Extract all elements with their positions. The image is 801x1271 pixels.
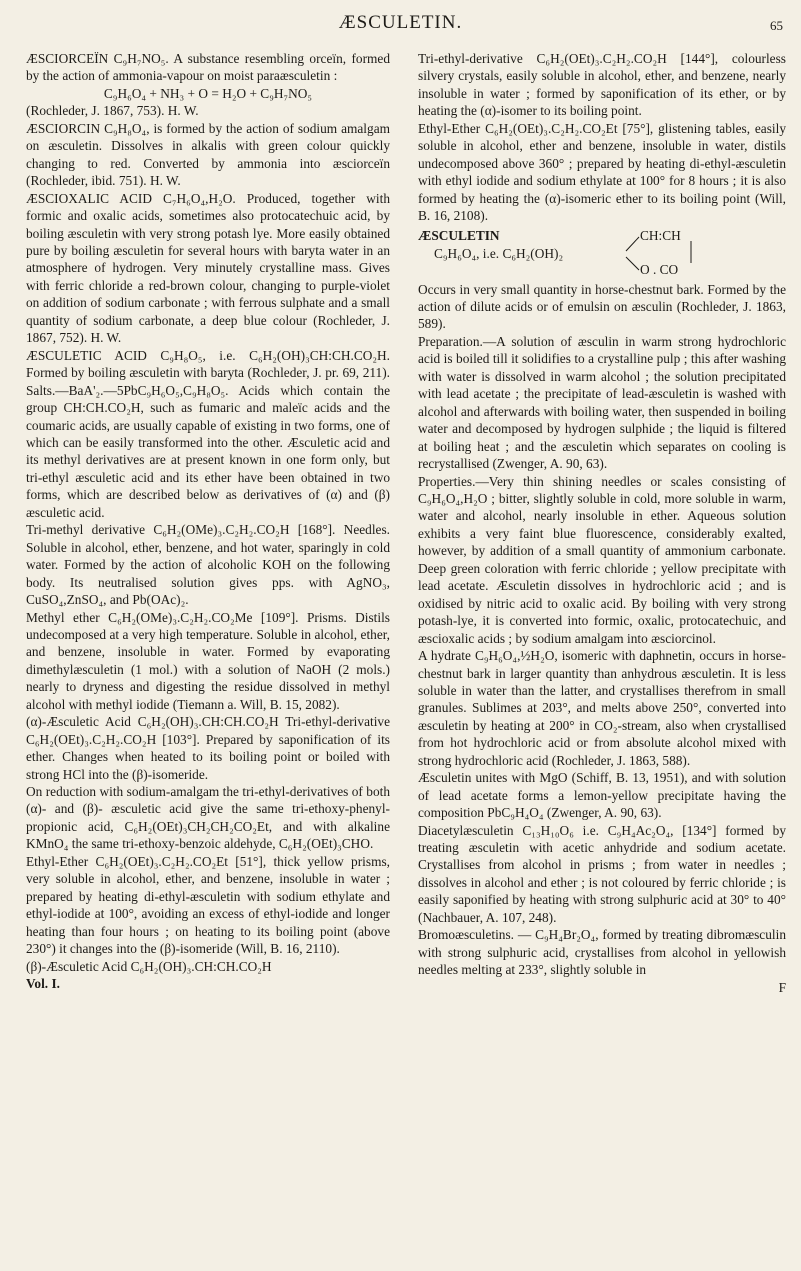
ethyl-ether: Ethyl-Ether C₆H₂(OEt)₃.C₂H₂.CO₂Et [51°], thick yellow prisms, very soluble in alcohol, ether, and benzene, insoluble in water ; prepared by heating di-ethyl-æsculetin with sodium ethylate and ethyl-iodide at 100°, avoiding an excess of ethyl-iodide and longer heating than four hours ; on heating to its boiling point (above 230°) it changes into the (β)-isomeride (Will, B. 16, 2110). bbox=[26, 853, 390, 957]
reduction-note: On reduction with sodium-amalgam the tri-ethyl-derivatives of both (α)- and (β)- æsculetic acid give the same tri-ethoxy-phenyl-propionic acid, C₆H₂(OEt)₃CH₂CH₂CO₂Et, and with alkaline KMnO₄ the same tri-ethoxy-benzoic aldehyde, C₆H₂(OEt)₃CHO. bbox=[26, 784, 390, 852]
structure-top-group: CH:CH bbox=[640, 227, 681, 243]
entry-aesciorcein: ÆSCIORCEÏN C₉H₇NO₅. A substance resembling orceïn, formed by the action of ammonia-vapour on moist paraæsculetin : bbox=[26, 51, 390, 84]
running-title: ÆSCULETIN. bbox=[338, 12, 463, 33]
entry-aesciorcin: ÆSCIORCIN C₉H₈O₄, is formed by the action of sodium amalgam on æsculetin. Dissolves in alkalis with green colour quickly changing to red. Converted by ammonia into æsciorceïn (Rochleder, ibid. 751). H. W. bbox=[26, 120, 390, 189]
equation: C₉H₆O₄ + NH₃ + O = H₂O + C₉H₇NO₅ bbox=[103, 85, 313, 101]
left-column bbox=[26, 50, 390, 1262]
structure-label: ÆSCULETIN bbox=[418, 227, 500, 243]
structure-formula: C₉H₆O₄, i.e. C₆H₂(OH)₂ bbox=[434, 245, 564, 261]
bromoaesculetins: Bromoæsculetins. — C₉H₄Br₂O₄, formed by treating dibromæsculin with strong sulphuric acid, crystallises from alcohol in yellowish needles melting at 233°, slightly soluble in bbox=[418, 927, 786, 978]
methyl-ether: Methyl ether C₆H₂(OMe)₃.C₂H₂.CO₂Me [109°]. Prisms. Distils undecomposed at a very high temperature. Soluble in alcohol, ether, and benzene, insoluble in water. Formed by evaporating dimethylæsculetin (1 mol.) with a solution of NaOH (2 mols.) nearly to dryness and digesting the residue dissolved in methyl alcohol with methyl iodide (Tiemann a. Will, B. 15, 2082). bbox=[26, 609, 390, 712]
signature-mark: F bbox=[778, 979, 786, 995]
alpha-aesculetic-acid: (α)-Æsculetic Acid C₆H₂(OH)₃.CH:CH.CO₂H Tri-ethyl-derivative C₆H₂(OEt)₃.C₂H₂.CO₂H [103°]. Prepared by saponification of its ether. Changes when heated to its boiling point or boiled with strong HCl into the (β)-isomeride. bbox=[26, 714, 390, 782]
beta-aesculetic-acid: (β)-Æsculetic Acid C₆H₂(OH)₃.CH:CH.CO₂H bbox=[26, 958, 272, 974]
diacetylaesculetin: Diacetylæsculetin C₁₃H₁₀O₆ i.e. C₉H₄Ac₂O₄, [134°] formed by treating æsculetin with acetic anhydride and sodium acetate. Crystallises from alcohol in prisms ; from water in needles ; dissolves in alcohol and ether ; is not coloured by ferric chloride ; is easily saponified by heating with strong sulphuric acid at 30° to 40° (Nachbauer, A. 107, 248). bbox=[418, 822, 786, 925]
page-number: 65 bbox=[770, 18, 783, 33]
hydrate: A hydrate C₉H₆O₄,½H₂O, isomeric with daphnetin, occurs in horse-chestnut bark in larger quantity than anhydrous æsculetin. It is less soluble in water than the latter, and crystallises therefrom in small granules. Sublimes at 203°, and melts above 250°, converted into æsculetin by heating at 200° in CO₂-stream, also when crystallised from hot hydrochloric acid or from absolute alcohol mixed with strong hydrochloric acid (Rochleder, J. 1863, 588). bbox=[418, 648, 786, 768]
structure-bonds bbox=[418, 227, 718, 279]
ethyl-ether-beta: Ethyl-Ether C₆H₂(OEt)₃.C₂H₂.CO₂Et [75°], glistening tables, easily soluble in alcohol, ether and benzene, insoluble in water, distils undecomposed above 360° ; prepared by heating di-ethyl-æsculetin with ethyl iodide and sodium ethylate at 100° for 8 hours ; it is also formed by heating the (α)-isomeric ether to its boiling point (Will, B. 16, 2108). bbox=[418, 120, 786, 224]
citation: (Rochleder, J. 1867, 753). H. W. bbox=[26, 103, 199, 119]
trimethyl-derivative: Tri-methyl derivative C₆H₂(OMe)₃.C₂H₂.CO₂H [168°]. Needles. Soluble in alcohol, ether, benzene, and hot water, sparingly in cold water. Formed by the action of alcoholic KOH on the following body. Its neutralised solution gives pps. with AgNO₃, CuSO₄,ZnSO₄, and Pb(OAc)₂. bbox=[26, 522, 390, 608]
structure-bottom-group: O . CO bbox=[640, 261, 679, 277]
volume-label: Vol. I. bbox=[26, 976, 60, 992]
magnesia-compound: Æsculetin unites with MgO (Schiff, B. 13, 1951), and with solution of lead acetate forms a lemon-yellow precipitate having the composition PbC₉H₄O₄ (Zwenger, A. 90, 63). bbox=[418, 770, 786, 821]
properties: Properties.—Very thin shining needles or scales consisting of C₉H₆O₄,H₂O ; bitter, slightly soluble in cold, more soluble in warm, water and alcohol, nearly insoluble in ether. Aqueous solution exhibits a very faint blue fluorescence, considerably exalted, however, by addition of a small quantity of ammonium carbonate. Deep green coloration with ferric chloride ; yellow precipitate with lead acetate. Æsculetin dissolves in hydrochloric acid ; and is oxidised by nitric acid to oxalic acid. By boiling with very strong potash-lye, it is converted into formic, oxalic, protocatechuic, and æscioxalic acids ; by sodium amalgam into æsciorcinol. bbox=[418, 473, 786, 646]
right-column bbox=[418, 50, 786, 1262]
occurrence: Occurs in very small quantity in horse-chestnut bark. Formed by the action of dilute acids or of emulsin on æsculin (Rochleder, J. 1863, 589). bbox=[418, 281, 786, 332]
triethyl-derivative: Tri-ethyl-derivative C₆H₂(OEt)₃.C₂H₂.CO₂H [144°], colourless silvery crystals, easily soluble in alcohol, ether, and benzene, nearly insoluble in water ; formed by saponification of its ether, or by heating the (α)-isomer to its boiling point. bbox=[418, 51, 786, 119]
entry-aesculetic-acid: ÆSCULETIC ACID C₉H₈O₅, i.e. C₆H₂(OH)₃CH:CH.CO₂H. Formed by boiling æsculetin with baryta (Rochleder, J. pr. 69, 211). Salts.—BaA'₂.—5PbC₉H₆O₅,C₉H₈O₅. Acids which contain the group CH:CH.CO₂H, such as fumaric and maleïc acids and the coumaric acids, are usually capable of existing in two forms, one of which can be easily transformed into the other. Æsculetic acid and its methyl derivatives are at present known in one form only, but tri-ethyl æsculetic acid and its ether have been obtained in two forms, which are described below as derivatives of (α) and (β) æsculetic acid. bbox=[26, 347, 390, 520]
aesculetin-structure bbox=[418, 227, 786, 279]
preparation: Preparation.—A solution of æsculin in warm strong hydrochloric acid is boiled till it solidifies to a crystalline pulp ; this after washing with water is dissolved in warm alcohol ; the solution precipitated with lead acetate ; the precipitate of lead-æsculetin is washed with alcohol and afterwards with boiling water, then suspended in boiling water and decomposed by hydrogen sulphide ; the liquid is filtered at boiling heat ; and the æsculetin which separates on cooling is recrystallised (Zwenger, A. 90, 63). bbox=[418, 333, 786, 472]
page-header bbox=[0, 12, 801, 42]
entry-aescioxalic-acid: ÆSCIOXALIC ACID C₇H₆O₄,H₂O. Produced, together with formic and oxalic acids, sometimes also protocatechuic acid, by boiling æsculetin with very strong potash lye. More easily obtained pure by boiling æsculetin for several hours with baryta water in an atmosphere of hydrogen. Very minutely crystalline mass. Gives with ferric chloride a red-brown colour, changing to purple-violet on addition of sodium carbonate ; with ferrous sulphate and a small quantity of sodium carbonate, a deep blue colour (Rochleder, J. 1867, 752). H. W. bbox=[26, 190, 390, 346]
